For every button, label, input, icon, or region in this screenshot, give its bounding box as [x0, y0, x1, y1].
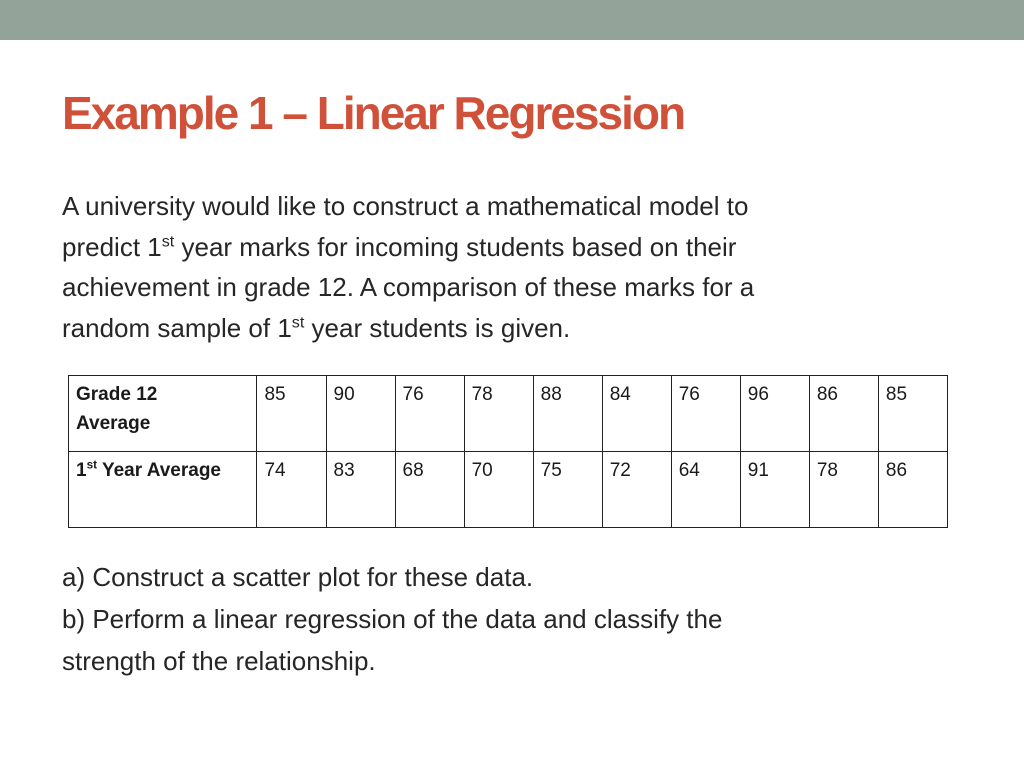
table-cell: 70 [464, 452, 533, 528]
table-cell: 72 [602, 452, 671, 528]
table-cell: 64 [671, 452, 740, 528]
ordinal-suffix: st [161, 231, 175, 250]
intro-text: year students is given. [304, 312, 571, 343]
intro-paragraph [62, 186, 962, 348]
table-row-grade12 [69, 376, 948, 452]
intro-line: A university would like to construct a mathematical model to [62, 191, 749, 221]
table-cell: 76 [395, 376, 464, 452]
question-b-line: strength of the relationship. [62, 646, 376, 676]
table-cell: 78 [809, 452, 878, 528]
table-cell: 83 [326, 452, 395, 528]
question-b-line: b) Perform a linear regression of the data and classify the [62, 604, 723, 634]
table-cell: 86 [809, 376, 878, 452]
intro-line: achievement in grade 12. A comparison of these marks for a [62, 272, 755, 302]
table-cell: 76 [671, 376, 740, 452]
question-a: a) Construct a scatter plot for these data. [62, 562, 534, 592]
top-band [0, 0, 1024, 40]
intro-line [62, 308, 962, 349]
table-cell: 78 [464, 376, 533, 452]
row-header-first-year [69, 452, 257, 528]
table-cell: 88 [533, 376, 602, 452]
row-header-text: 1 [76, 460, 87, 481]
slide-title: Example 1 – Linear Regression [62, 87, 685, 139]
table-cell: 74 [257, 452, 326, 528]
marks-table [68, 375, 948, 528]
table-cell: 91 [740, 452, 809, 528]
row-header-text: Grade 12 Average [76, 384, 158, 435]
ordinal-suffix: st [86, 458, 98, 472]
row-header-grade12 [69, 376, 257, 452]
table-cell: 85 [257, 376, 326, 452]
intro-text: random sample of 1 [62, 312, 292, 343]
intro-text: year marks for incoming students based on their [174, 231, 737, 262]
questions [62, 556, 962, 682]
table-cell: 96 [740, 376, 809, 452]
table-cell: 85 [878, 376, 947, 452]
table-cell: 84 [602, 376, 671, 452]
row-header-text: Year Average [97, 460, 221, 481]
table-row-first-year [69, 452, 948, 528]
intro-line [62, 227, 962, 268]
table-cell: 68 [395, 452, 464, 528]
table-cell: 75 [533, 452, 602, 528]
table-cell: 86 [878, 452, 947, 528]
intro-text: predict 1 [62, 231, 162, 262]
ordinal-suffix: st [291, 312, 305, 331]
table-cell: 90 [326, 376, 395, 452]
